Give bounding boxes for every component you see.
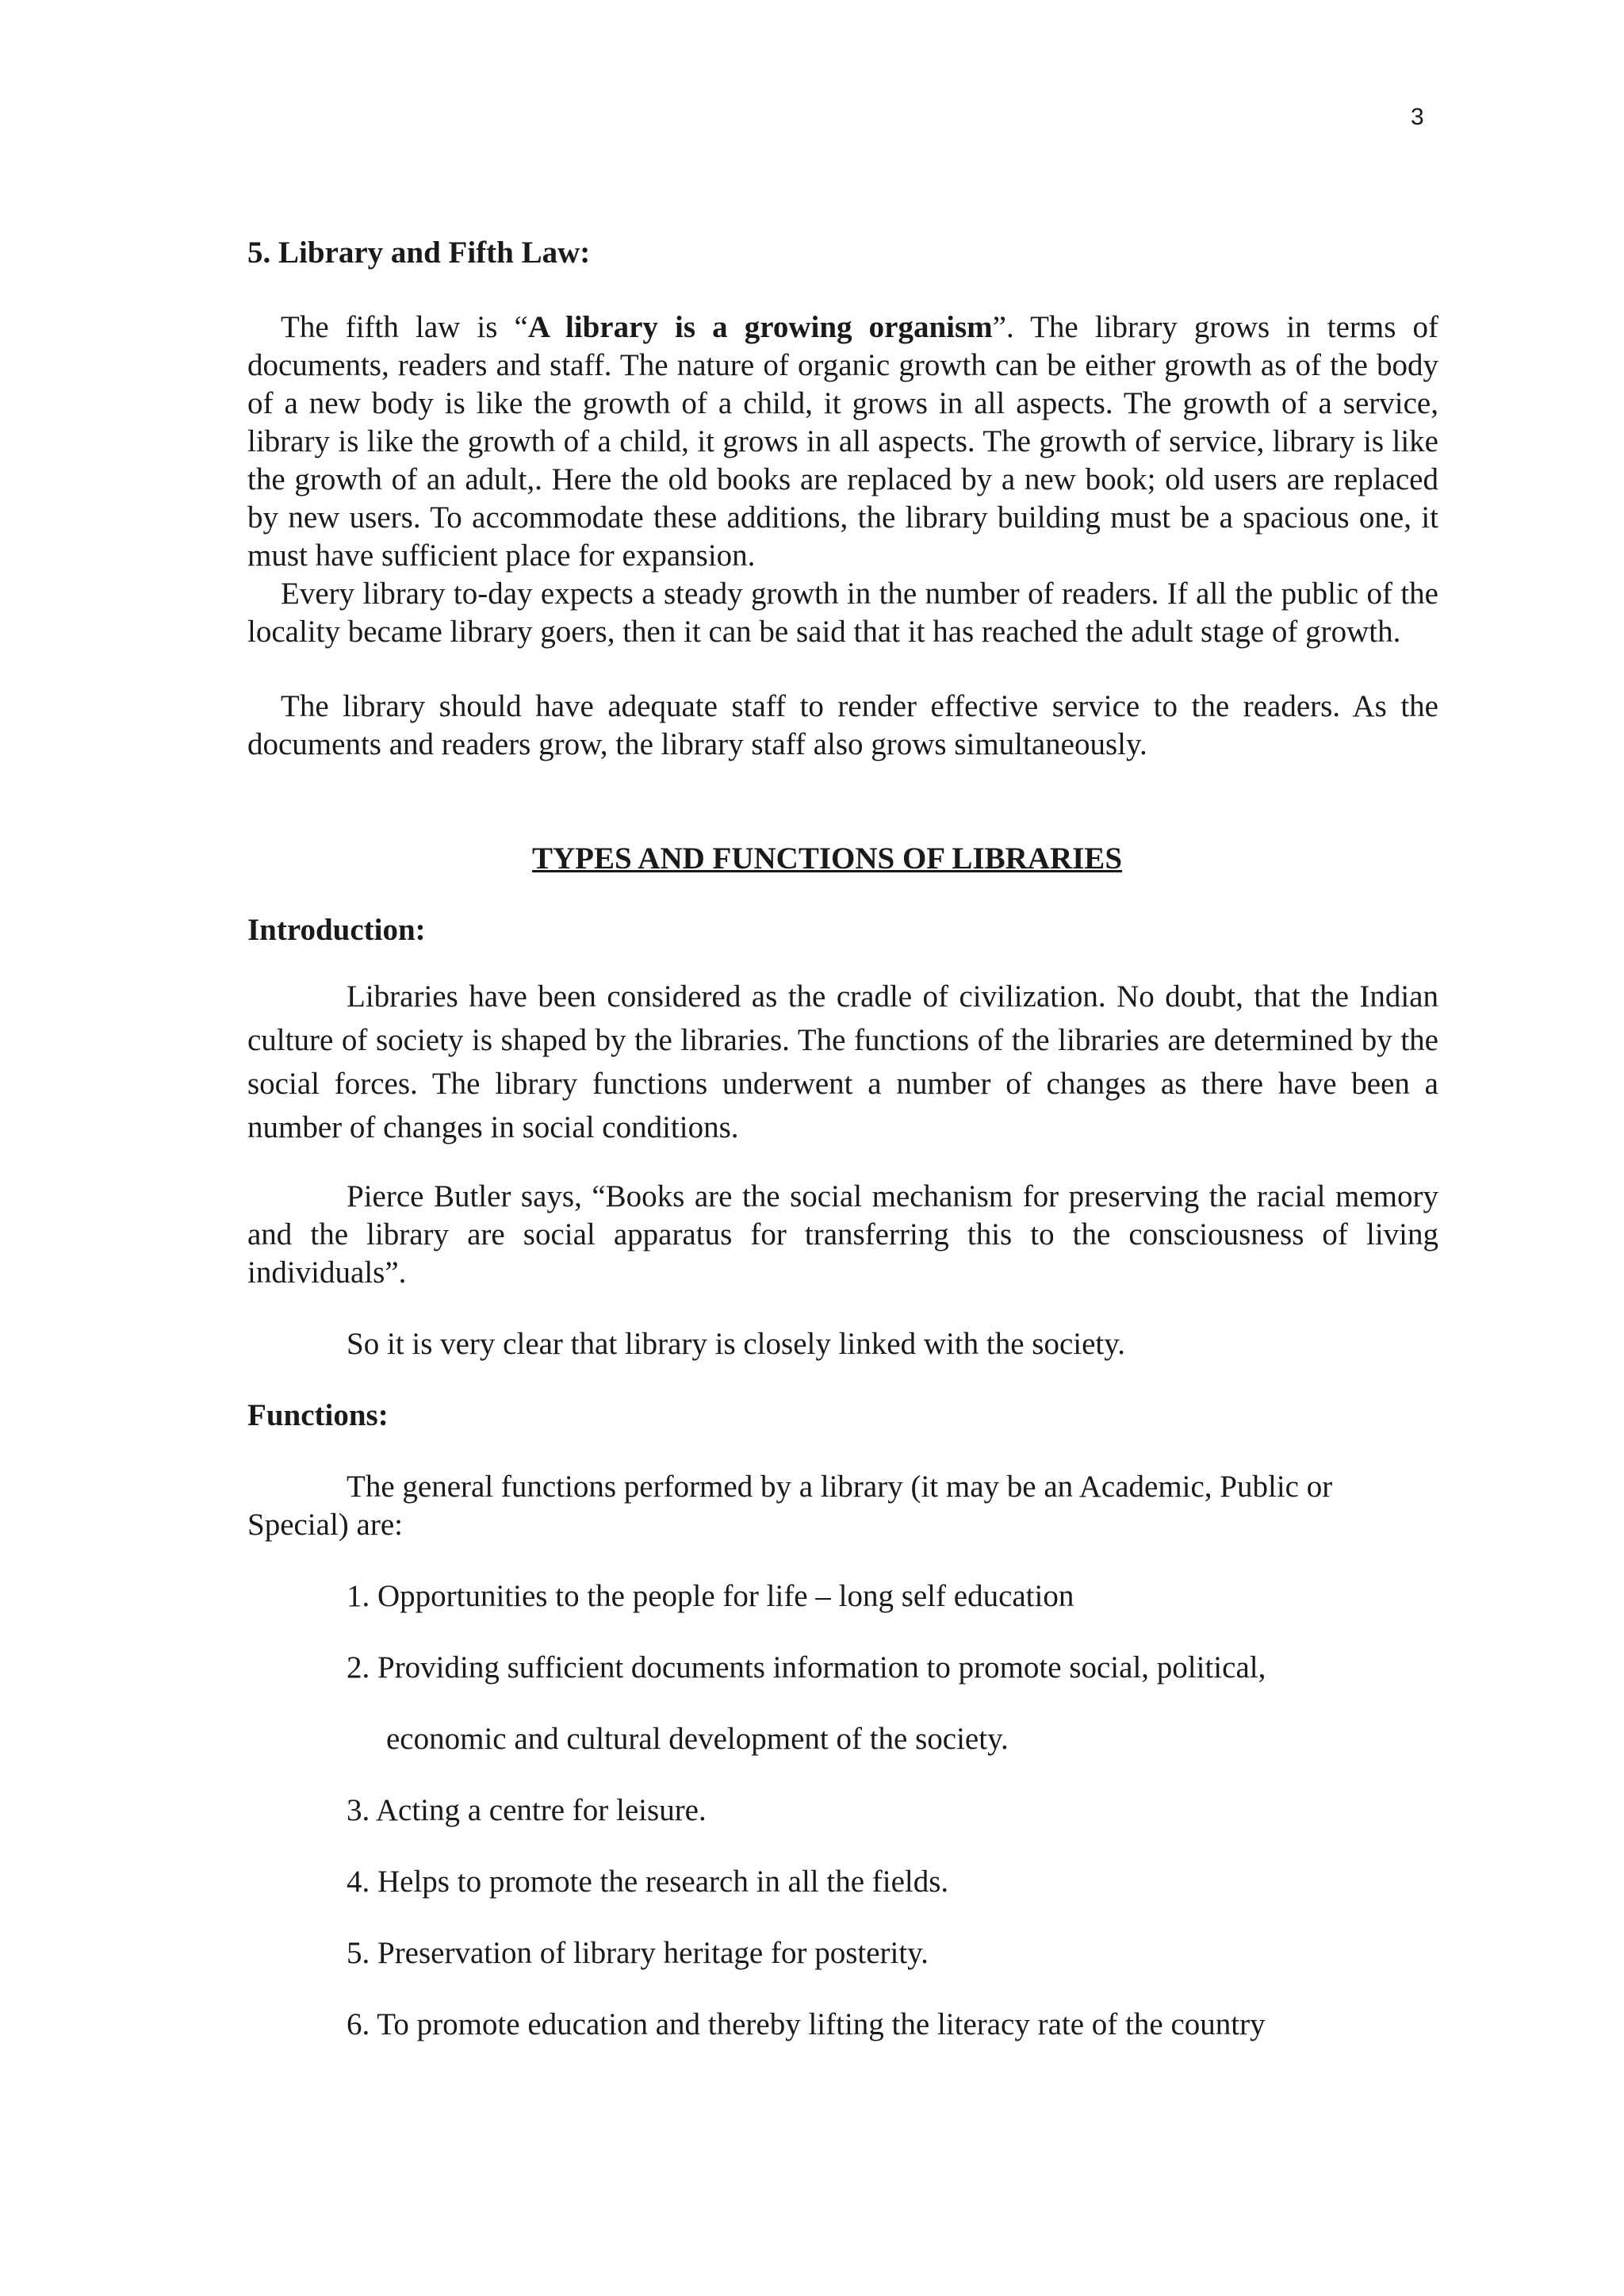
paragraph-fifth-law	[247, 309, 1438, 575]
list-item-continuation: economic and cultural development of the society.	[386, 1722, 1009, 1756]
section-title: TYPES AND FUNCTIONS OF LIBRARIES	[531, 841, 1123, 876]
paragraph-staff-growth: The library should have adequate staff to render effective service to the readers. As the documents and readers grow, the library staff also grows simultaneously.	[247, 689, 1438, 761]
list-item: 3. Acting a centre for leisure.	[347, 1793, 707, 1827]
conclusion-paragraph: So it is very clear that library is closely linked with the society.	[347, 1327, 1125, 1361]
page-number: 3	[1411, 104, 1424, 130]
introduction-heading: Introduction:	[247, 913, 426, 947]
paragraph-text: The fifth law is “	[281, 310, 528, 344]
document-body	[247, 234, 1438, 2044]
functions-heading: Functions:	[247, 1398, 389, 1432]
quote-paragraph: Pierce Butler says, “Books are the social mechanism for preserving the racial memory and the library are social apparatus for transferring this to the consciousness of living individuals”.	[247, 1179, 1438, 1290]
list-item: 4. Helps to promote the research in all the fields.	[347, 1865, 949, 1899]
list-item: 5. Preservation of library heritage for posterity.	[347, 1936, 929, 1970]
list-item: 1. Opportunities to the people for life – long self education	[347, 1579, 1074, 1613]
paragraph-text: ”. The library grows in terms of documents, readers and staff. The nature of organic growth can be either growth as of the body of a new body is like the growth of a child, it grows in all aspects. The growth of a service, library is like the growth of a child, it grows in all aspects. The growth of service, library is like the growth of an adult,. Here the old books are replaced by a new book; old users are replaced by new users. To accommodate these additions, the library building must be a spacious one, it must have sufficient place for expansion.	[247, 310, 1438, 573]
list-item: 6. To promote education and thereby lifting the literacy rate of the country	[347, 2007, 1266, 2041]
emphasis-text: A library is a growing organism	[527, 310, 993, 344]
paragraph-readers-growth: Every library to-day expects a steady growth in the number of readers. If all the public of the locality became library goers, then it can be said that it has reached the adult stage of growth.	[247, 577, 1438, 649]
list-item: 2. Providing sufficient documents information to promote social, political,	[347, 1650, 1266, 1685]
section-heading: 5. Library and Fifth Law:	[247, 236, 591, 270]
functions-intro-paragraph: The general functions performed by a library (it may be an Academic, Public or Special) are:	[247, 1470, 1333, 1542]
introduction-paragraph: Libraries have been considered as the cradle of civilization. No doubt, that the Indian culture of society is shaped by the libraries. The functions of the libraries are determined by the social forces. The library functions underwent a number of changes as there have been a number of changes in social conditions.	[247, 979, 1438, 1144]
